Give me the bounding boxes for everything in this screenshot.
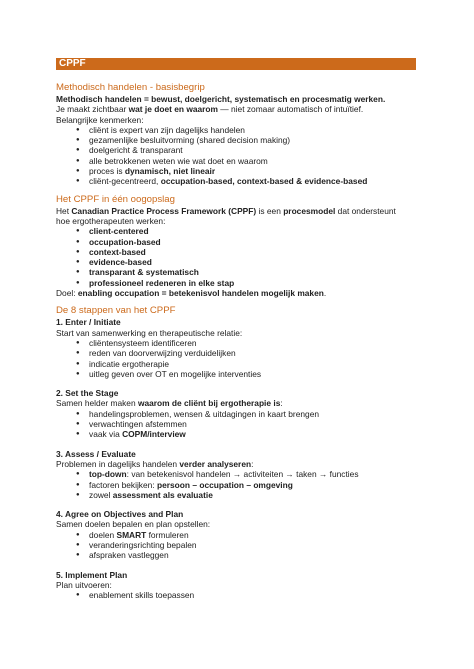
list-item: ● handelingsproblemen, wensen & uitdagingen in kaart brengen <box>56 409 426 419</box>
features-list <box>56 125 426 187</box>
heading-methodisch-handelen: Methodisch handelen - basisbegrip <box>56 82 205 93</box>
document-content <box>56 82 426 600</box>
list-item: ● alle betrokkenen weten wie wat doet en waarom <box>56 156 426 166</box>
list-item: ● afspraken vastleggen <box>56 550 426 560</box>
step-2-list <box>56 409 426 440</box>
list-item: ● factoren bekijken: persoon – occupation – omgeving <box>56 480 426 490</box>
cppf-intro-cont: hoe ergotherapeuten werken: <box>56 215 166 226</box>
step-2-title: 2. Set the Stage <box>56 388 119 399</box>
step-5-title: 5. Implement Plan <box>56 569 128 580</box>
list-item: ● transparant & systematisch <box>56 267 426 277</box>
list-item: ● cliëntensysteem identificeren <box>56 338 426 348</box>
step-1-title: 1. Enter / Initiate <box>56 317 121 328</box>
list-item: ● veranderingsrichting bepalen <box>56 540 426 550</box>
list-item: ● uitleg geven over OT en mogelijke interventies <box>56 369 426 379</box>
list-item: ● indicatie ergotherapie <box>56 359 426 369</box>
step-4-intro: Samen doelen bepalen en plan opstellen: <box>56 519 211 530</box>
step-3-intro: Problemen in dagelijks handelen verder analyseren: <box>56 458 254 469</box>
list-item: ● reden van doorverwijzing verduidelijken <box>56 348 426 358</box>
step-4-list <box>56 530 426 561</box>
list-item: ● cliënt is expert van zijn dagelijks handelen <box>56 125 426 135</box>
cppf-intro: Het Canadian Practice Process Framework (CPPF) is een procesmodel dat ondersteunt <box>56 205 396 216</box>
list-item: ● doelen SMART formuleren <box>56 530 426 540</box>
list-item: ● vaak via COPM/interview <box>56 429 426 439</box>
section-banner: CPPF <box>56 58 416 70</box>
step-1-list <box>56 338 426 379</box>
list-item: ● occupation-based <box>56 237 426 247</box>
list-item: ● cliënt-gecentreerd, occupation-based, context-based & evidence-based <box>56 176 426 186</box>
step-5-list <box>56 590 426 600</box>
definition-text: Methodisch handelen = bewust, doelgericht, systematisch en procesmatig werken. <box>56 94 386 104</box>
list-item: ● client-centered <box>56 226 426 236</box>
list-item: ● zowel assessment als evaluatie <box>56 490 426 500</box>
cppf-principles-list <box>56 226 426 288</box>
heading-cppf-overview: Het CPPF in één oogopslag <box>56 193 175 205</box>
list-item: ● evidence-based <box>56 257 426 267</box>
list-item: ● proces is dynamisch, niet lineair <box>56 166 426 176</box>
step-3-list <box>56 469 426 500</box>
step-1-intro: Start van samenwerking en therapeutische relatie: <box>56 327 243 338</box>
step-3-title: 3. Assess / Evaluate <box>56 448 136 459</box>
list-item: ● verwachtingen afstemmen <box>56 419 426 429</box>
list-item: ● professioneel redeneren in elke stap <box>56 278 426 288</box>
list-item: ● top-down: van betekenisvol handelen → activiteiten → taken → functies <box>56 469 426 479</box>
list-item: ● doelgericht & transparant <box>56 145 426 155</box>
list-item: ● context-based <box>56 247 426 257</box>
list-item: ● gezamenlijke besluitvorming (shared decision making) <box>56 135 426 145</box>
features-intro: Belangrijke kenmerken: <box>56 114 144 125</box>
goal-text: Doel: enabling occupation = betekenisvol handelen mogelijk maken. <box>56 288 327 299</box>
visibility-text: Je maakt zichtbaar wat je doet en waarom — niet zomaar automatisch of intuïtief. <box>56 104 364 115</box>
step-2-intro: Samen helder maken waarom de cliënt bij ergotherapie is: <box>56 398 283 409</box>
list-item: ● enablement skills toepassen <box>56 590 426 600</box>
step-4-title: 4. Agree on Objectives and Plan <box>56 509 184 520</box>
heading-8-steps: De 8 stappen van het CPPF <box>56 305 176 317</box>
step-5-intro: Plan uitvoeren: <box>56 579 112 590</box>
